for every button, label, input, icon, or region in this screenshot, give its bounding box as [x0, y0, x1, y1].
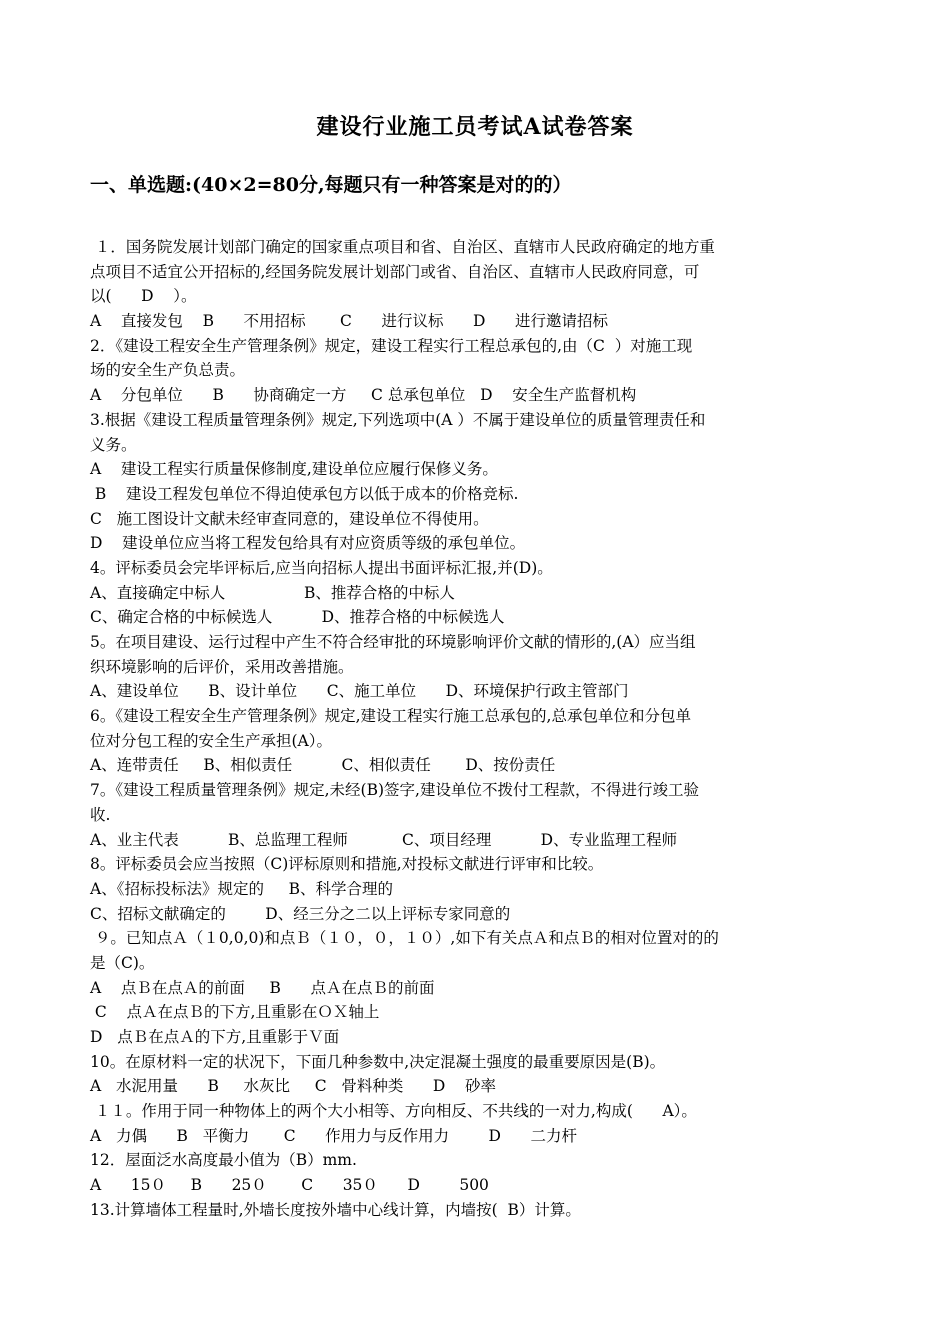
text-line: 8。评标委员会应当按照（C)评标原则和措施,对投标文献进行评审和比较。 — [90, 855, 604, 874]
text-line: A 直接发包 B 不用招标 C 进行议标 D 进行邀请招标 — [90, 312, 609, 331]
text-line: 7。《建设工程质量管理条例》规定,未经(B)签字,建设单位不拨付工程款，不得进行竣工验 — [90, 781, 699, 800]
text-line: 义务。 — [90, 435, 137, 454]
document-title: 建设行业施工员考试A试卷答案 — [316, 114, 634, 140]
text-line: A 分包单位 B 协商确定一方 C 总承包单位 D 安全生产监督机构 — [90, 386, 637, 405]
text-line: C 点Ａ在点Ｂ的下方,且重影在ＯＸ轴上 — [90, 1003, 380, 1022]
text-line: 场的安全生产负总责。 — [90, 361, 246, 380]
text-line: A 15０ B 25０ C 35０ D 500 — [90, 1176, 489, 1195]
text-line: A 水泥用量 B 水灰比 C 骨料种类 D 砂率 — [90, 1077, 497, 1096]
text-line: 2．《建设工程安全生产管理条例》规定，建设工程实行工程总承包的,由（C ）对施工现 — [90, 336, 693, 355]
text-line: 12．屋面泛水高度最小值为（B）mm. — [90, 1151, 357, 1170]
text-line: 6。《建设工程安全生产管理条例》规定,建设工程实行施工总承包的,总承包单位和分包单 — [90, 707, 691, 726]
text-line: C、确定合格的中标候选人 D、推荐合格的中标候选人 — [90, 608, 505, 627]
text-line: 以( D ）。 — [90, 287, 197, 306]
text-line: D 点Ｂ在点Ａ的下方,且重影于Ｖ面 — [90, 1028, 340, 1046]
text-line: A、建设单位 B、设计单位 C、施工单位 D、环境保护行政主管部门 — [90, 682, 629, 701]
text-line: 收. — [90, 805, 111, 824]
section-heading: 一、单选题:(40×2=80分,每题只有一种答案是对的的） — [90, 174, 572, 196]
text-line: 织环境影响的后评价，采用改善措施。 — [90, 657, 354, 676]
text-line: A 点Ｂ在点Ａ的前面 B 点Ａ在点Ｂ的前面 — [90, 978, 435, 997]
text-line: A 力偶 B 平衡力 C 作用力与反作用力 D 二力杆 — [90, 1126, 578, 1145]
text-line: 3.根据《建设工程质量管理条例》规定,下列选项中(A ）不属于建设单位的质量管理责任和 — [90, 410, 706, 429]
text-line: ９。已知点Ａ（１0,0,0)和点Ｂ（１０，０，１０）,如下有关点Ａ和点Ｂ的相对位置对的的 — [90, 929, 719, 948]
text-line: D 建设单位应当将工程发包给具有对应资质等级的承包单位。 — [90, 534, 526, 553]
text-line: １．国务院发展计划部门确定的国家重点项目和省、自治区、直辖市人民政府确定的地方重 — [90, 238, 715, 256]
question-body — [90, 235, 870, 1223]
text-line: B 建设工程发包单位不得迫使承包方以低于成本的价格竞标. — [90, 484, 519, 503]
text-line: １１。作用于同一种物体上的两个大小相等、方向相反、不共线的一对力,构成( A）。 — [90, 1102, 697, 1121]
text-line: C 施工图设计文献未经审查同意的，建设单位不得使用。 — [90, 509, 489, 528]
text-line: 10。在原材料一定的状况下，下面几种参数中,决定混凝土强度的最重要原因是(B)。 — [90, 1052, 666, 1071]
text-line: A 建设工程实行质量保修制度,建设单位应履行保修义务。 — [90, 460, 498, 479]
text-line: 是（C)。 — [90, 953, 155, 972]
text-line: A、《招标投标法》规定的 B、科学合理的 — [90, 879, 393, 898]
text-line: 5。在项目建设、运行过程中产生不符合经审批的环境影响评价文献的情形的,(A）应当组 — [90, 633, 696, 651]
text-line: A、直接确定中标人 B、推荐合格的中标人 — [90, 583, 455, 602]
text-line: 点项目不适宜公开招标的,经国务院发展计划部门或省、自治区、直辖市人民政府同意，可 — [90, 262, 700, 281]
text-line: A、连带责任 B、相似责任 C、相似责任 D、按份责任 — [90, 756, 556, 775]
text-line: 位对分包工程的安全生产承担(A）。 — [90, 731, 332, 750]
text-line: 13.计算墙体工程量时,外墙长度按外墙中心线计算，内墙按( B）计算。 — [90, 1200, 581, 1219]
text-line: A、业主代表 B、总监理工程师 C、项目经理 D、专业监理工程师 — [90, 830, 678, 849]
text-line: C、招标文献确定的 D、经三分之二以上评标专家同意的 — [90, 904, 511, 923]
text-line: 4。评标委员会完毕评标后,应当向招标人提出书面评标汇报,并(D)。 — [90, 558, 553, 577]
